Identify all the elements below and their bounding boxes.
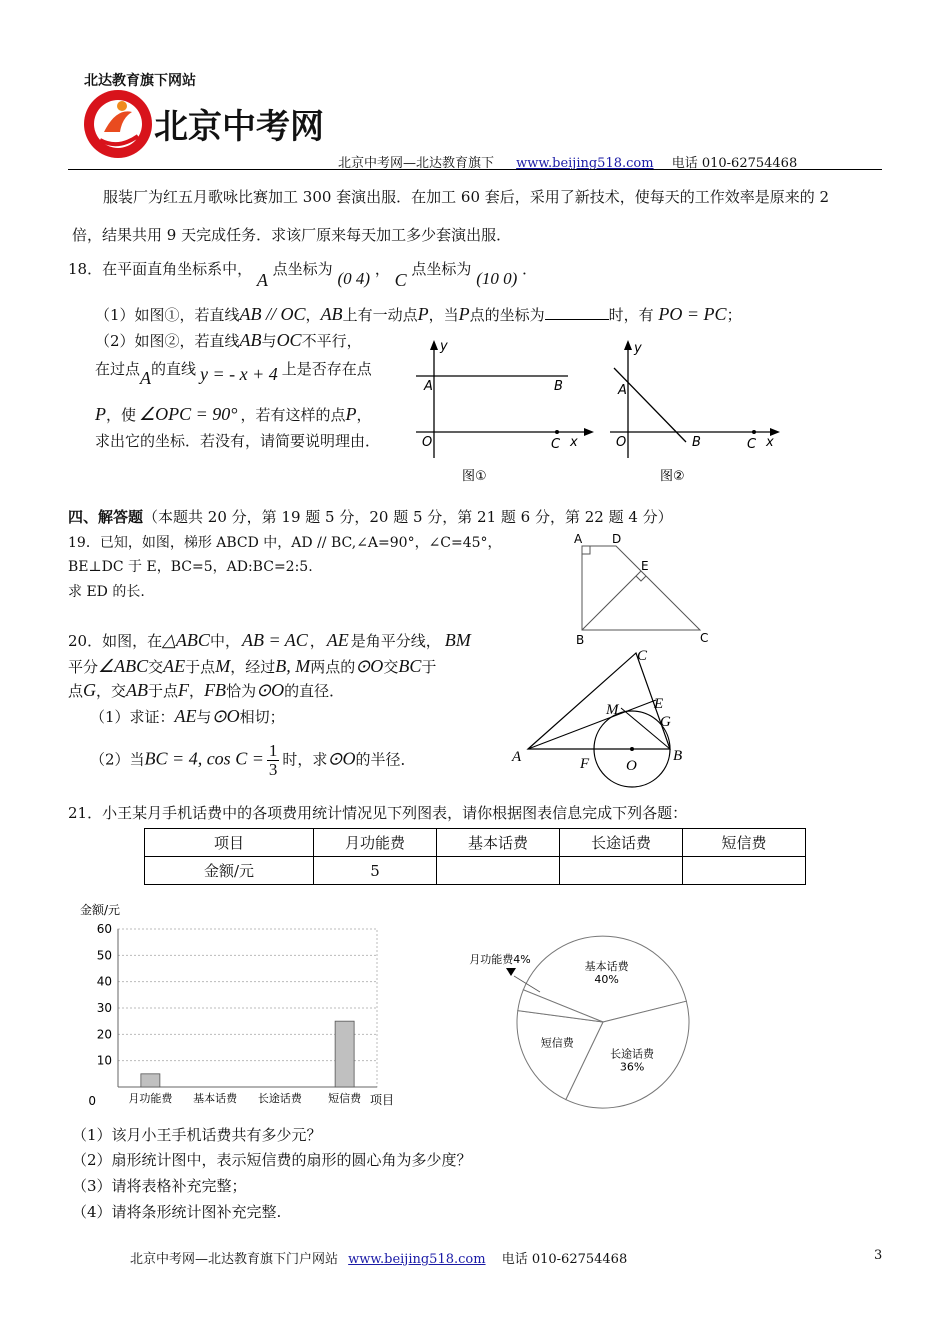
q18-p1-ab-parallel-oc: AB // OC bbox=[239, 304, 306, 324]
q18-p2-angle: ∠OPC = 90° bbox=[139, 404, 238, 424]
q20-l3d: ， bbox=[189, 682, 205, 700]
section4-title: 四、解答题 bbox=[68, 508, 144, 526]
q20-l3e: 恰为 bbox=[226, 682, 257, 700]
q21-td-amount-label: 金额/元 bbox=[145, 857, 314, 885]
q18-p1-comma: ， bbox=[305, 306, 321, 324]
q20-l2-ae: AE bbox=[163, 656, 186, 676]
q18-t2: 点坐标为 bbox=[411, 260, 472, 278]
q19-segment-be bbox=[582, 571, 641, 630]
bar-ytick-label: 20 bbox=[96, 1027, 112, 1042]
q20-l1c: ， bbox=[309, 632, 325, 650]
bar-ytick-label: 50 bbox=[96, 948, 112, 963]
q21-intro: 21．小王某月手机话费中的各项费用统计情况见下列图表，请你根据图表信息完成下列各题： bbox=[68, 804, 688, 822]
q18-p2-l2c: 上是否存在点 bbox=[281, 360, 372, 378]
q20-g: G bbox=[83, 680, 97, 700]
pie-label: 基本话费 bbox=[584, 960, 629, 974]
q21-td-basic-amount[interactable] bbox=[437, 857, 560, 885]
q20-bc: BC bbox=[398, 656, 422, 676]
q20-b-m: B, M bbox=[275, 656, 311, 676]
fig2-y-arrow-icon bbox=[624, 340, 632, 350]
pie-label-feature: 月功能费4% bbox=[469, 953, 531, 966]
q20-fraction bbox=[267, 742, 280, 779]
fig1-label-x: x bbox=[570, 435, 578, 450]
site-logo bbox=[82, 88, 324, 160]
pie-label: 长途话费 bbox=[610, 1047, 655, 1061]
q20-s1c: 相切； bbox=[239, 708, 285, 726]
fig2-label-o: O bbox=[616, 435, 627, 450]
q20-l2b: 交 bbox=[148, 658, 164, 676]
q20-fraction-num: 1 bbox=[268, 741, 278, 760]
section4-heading bbox=[68, 506, 673, 527]
bar-category-label: 月功能费 bbox=[128, 1092, 173, 1105]
pie-label: 40% bbox=[594, 973, 619, 987]
q20-f: F bbox=[178, 680, 190, 700]
header-url-link[interactable]: www.beijing518.com bbox=[516, 156, 654, 171]
q20-l1d: 是角平分线， bbox=[350, 632, 441, 650]
q20-label-a: A bbox=[512, 749, 522, 765]
q21-table-amount-row bbox=[145, 857, 806, 885]
fig1-label-c: C bbox=[551, 437, 561, 452]
q18-coord-a: (0 4) bbox=[337, 269, 371, 288]
q20-l1b: 中， bbox=[209, 632, 240, 650]
q20-s1a: （1）求证： bbox=[90, 708, 175, 726]
q18-p2-text2: 与 bbox=[261, 332, 277, 350]
bar-ytick-label: 0 bbox=[88, 1094, 96, 1108]
q21-td-long-amount[interactable] bbox=[560, 857, 683, 885]
q18-p2-l2b: 的直线 bbox=[151, 360, 197, 378]
q20-ab-eq-ac: AB = AC bbox=[241, 630, 308, 650]
q19-label-d: D bbox=[612, 532, 622, 546]
q20-l2f: 交 bbox=[383, 658, 399, 676]
q20-ae: AE bbox=[326, 630, 349, 650]
q18-num: 18．在平面直角坐标系中， bbox=[68, 260, 253, 278]
fig2-label-y: y bbox=[634, 341, 642, 356]
q19-line1: 19．已知，如图，梯形 ABCD 中，AD // BC,∠A=90°，∠C=45°， bbox=[68, 535, 502, 551]
q21-q2: （2）扇形统计图中，表示短信费的扇形的圆心角为多少度？ bbox=[72, 1151, 472, 1169]
q19-line2: BE⊥DC 于 E，BC=5，AD:BC=2:5. bbox=[68, 559, 313, 575]
q21-th-long: 长途话费 bbox=[560, 829, 683, 857]
bar-1 bbox=[141, 1074, 160, 1087]
brand-small-text: 北达教育旗下网站 bbox=[84, 73, 196, 89]
q21-td-feature-amount: 5 bbox=[314, 857, 437, 885]
q18-p2-p2: P bbox=[345, 404, 357, 424]
bar-chart-y-ticks bbox=[88, 922, 112, 1108]
pie-label: 短信费 bbox=[540, 1036, 574, 1050]
q21-bar-chart bbox=[68, 900, 408, 1112]
q19-label-a: A bbox=[574, 532, 583, 546]
footer-url-link[interactable]: www.beijing518.com bbox=[348, 1252, 486, 1267]
fig1-x-arrow-icon bbox=[584, 428, 594, 436]
fig1-y-arrow-icon bbox=[430, 340, 438, 350]
q18-part2-line2 bbox=[95, 358, 372, 388]
q18-part2-line1 bbox=[95, 330, 362, 351]
q21-q3: （3）请将表格补充完整； bbox=[72, 1177, 247, 1195]
footer-text: 北京中考网—北达教育旗下门户网站 bbox=[130, 1252, 339, 1267]
q21-table-header-row bbox=[145, 829, 806, 857]
header-rule bbox=[68, 169, 882, 170]
page-number: 3 bbox=[874, 1248, 883, 1263]
q20-label-b: B bbox=[673, 748, 683, 764]
q21-th-sms: 短信费 bbox=[683, 829, 806, 857]
q20-triangle-abc bbox=[528, 653, 670, 749]
q21-pie-chart bbox=[456, 936, 700, 1108]
q20-line1 bbox=[68, 630, 471, 651]
q18-coord-c: (10 0) bbox=[476, 269, 518, 288]
q20-s2-circle-o: ⊙O bbox=[327, 748, 356, 769]
q18-p1-text5: 时，有 bbox=[608, 306, 654, 324]
fig1-label-a: A bbox=[424, 379, 433, 394]
q20-angle-abc: ∠ABC bbox=[98, 656, 149, 676]
q20-figure bbox=[506, 644, 692, 778]
q21-q4: （4）请将条形统计图补充完整. bbox=[72, 1203, 282, 1221]
logo-text: 北京中考网 bbox=[154, 107, 324, 147]
q18-p2-text3: 不平行， bbox=[301, 332, 362, 350]
bar-ytick-label: 60 bbox=[96, 922, 112, 936]
q20-triangle: △ABC bbox=[162, 630, 210, 650]
q17-line2: 倍，结果共用 9 天完成任务．求该厂原来每天加工多少套演出服． bbox=[72, 226, 512, 244]
bar-ytick-label: 40 bbox=[96, 974, 112, 989]
q18-answer-blank[interactable] bbox=[545, 305, 609, 320]
q20-circle-o: ⊙O bbox=[355, 656, 384, 676]
bar-category-label: 长途话费 bbox=[257, 1092, 302, 1105]
bar-4 bbox=[335, 1021, 354, 1087]
bar-category-label: 基本话费 bbox=[193, 1092, 238, 1105]
q19-right-angle-a bbox=[582, 546, 590, 554]
section4-note: （本题共 20 分，第 19 题 5 分，20 题 5 分，第 21 题 6 分，第 22 题 4 分） bbox=[143, 508, 673, 526]
q19-label-c: C bbox=[700, 631, 709, 645]
q20-center-o bbox=[630, 747, 634, 751]
q18-p1-ab: AB bbox=[320, 304, 343, 324]
q20-label-g: G bbox=[660, 714, 671, 730]
q20-segment-ae bbox=[528, 700, 656, 749]
q20-ab: AB bbox=[126, 680, 149, 700]
bar-chart-categories bbox=[128, 1091, 362, 1105]
footer-phone: 电话 010-62754468 bbox=[501, 1252, 628, 1267]
q20-fraction-den: 3 bbox=[268, 760, 278, 779]
q20-s1-ae: AE bbox=[174, 706, 197, 726]
q18-p1-p: P bbox=[417, 304, 429, 324]
bar-ytick-label: 10 bbox=[96, 1053, 112, 1068]
q19-label-b: B bbox=[576, 633, 585, 647]
q18-comma: ， bbox=[374, 260, 390, 278]
fig2-label-x: x bbox=[766, 435, 774, 450]
q18-p2-ab: AB bbox=[239, 330, 262, 350]
q18-figure-2 bbox=[604, 338, 794, 486]
q21-fee-table bbox=[144, 828, 806, 885]
q21-th-basic: 基本话费 bbox=[437, 829, 560, 857]
q21-th-item: 项目 bbox=[145, 829, 314, 857]
q21-q1: （1）该月小王手机话费共有多少元？ bbox=[72, 1126, 322, 1144]
q19-label-e: E bbox=[641, 559, 649, 573]
q18-p1-text4: 点的坐标为 bbox=[469, 306, 545, 324]
fig2-line-ab bbox=[614, 368, 686, 442]
fig1-label-o: O bbox=[422, 435, 433, 450]
header-phone: 电话 010-62754468 bbox=[671, 156, 798, 171]
q20-s2-equation: BC = 4, cos C = bbox=[144, 748, 264, 769]
fig1-label-b: B bbox=[554, 379, 563, 394]
q18-p2-l3b: ，若有这样的点 bbox=[240, 406, 346, 424]
q20-l2a: 平分 bbox=[68, 658, 99, 676]
bar-chart-xlabel: 项目 bbox=[370, 1093, 395, 1107]
bar-chart-bars bbox=[141, 1021, 354, 1087]
bar-chart-ylabel: 金额/元 bbox=[80, 903, 121, 917]
q20-label-c: C bbox=[637, 648, 648, 664]
q20-m: M bbox=[215, 656, 231, 676]
q19-line3: 求 ED 的长. bbox=[68, 584, 145, 600]
q20-s2c: 的半径． bbox=[355, 750, 416, 769]
q18-p2-p: P bbox=[95, 404, 106, 424]
q20-label-e: E bbox=[654, 696, 664, 712]
q20-s2b: 时，求 bbox=[282, 750, 328, 769]
header-info-text: 北京中考网—北达教育旗下 bbox=[338, 156, 495, 171]
q18-p2-oc: OC bbox=[276, 330, 302, 350]
q20-label-m: M bbox=[606, 702, 619, 718]
q17-line1: 服装厂为红五月歌咏比赛加工 300 套演出服．在加工 60 套后，采用了新技术，使每天的工作效率是原来的 2 bbox=[103, 188, 830, 206]
fig2-label-b: B bbox=[692, 435, 701, 450]
q20-l2e: 两点的 bbox=[310, 658, 356, 676]
q18-p1-text2: 上有一动点 bbox=[342, 306, 418, 324]
fig2-label-c: C bbox=[747, 437, 757, 452]
q20-label-f: F bbox=[580, 756, 590, 772]
q20-l3b: ，交 bbox=[96, 682, 127, 700]
q20-s1b: 与 bbox=[196, 708, 212, 726]
q20-bm: BM bbox=[444, 630, 471, 650]
footer bbox=[130, 1248, 627, 1267]
q21-th-feature: 月功能费 bbox=[314, 829, 437, 857]
q20-l2g: 于 bbox=[421, 658, 437, 676]
fig2-caption: 图② bbox=[660, 469, 685, 484]
q19-right-angle-e bbox=[636, 576, 646, 581]
q18-figure-1 bbox=[410, 338, 600, 486]
q18-p2-equation: y = - x + 4 bbox=[200, 364, 278, 384]
q18-p2-a: A bbox=[140, 368, 152, 388]
pie-pointer-icon bbox=[506, 968, 516, 976]
q18-point-a: A bbox=[256, 270, 268, 290]
q18-p2-l3c: ， bbox=[356, 406, 372, 424]
q18-t1: 点坐标为 bbox=[272, 260, 333, 278]
pie-label: 36% bbox=[619, 1060, 645, 1074]
q20-s1-circle-o: ⊙O bbox=[211, 706, 240, 726]
q20-line3 bbox=[68, 680, 344, 701]
q20-fb: FB bbox=[204, 680, 227, 700]
q20-l2d: ，经过 bbox=[230, 658, 276, 676]
q18-line1 bbox=[68, 258, 538, 290]
q20-l2c: 于点 bbox=[185, 658, 216, 676]
q18-p2-text: （2）如图②，若直线 bbox=[95, 332, 240, 350]
fig1-label-y: y bbox=[440, 339, 448, 354]
q18-p1-text3: ，当 bbox=[428, 306, 459, 324]
q18-p2-l2a: 在过点 bbox=[95, 360, 141, 378]
q19-figure bbox=[570, 530, 720, 648]
q20-l3-circle-o: ⊙O bbox=[256, 680, 285, 700]
q20-l3c: 于点 bbox=[148, 682, 179, 700]
fig1-caption: 图① bbox=[462, 469, 487, 484]
q20-sub1 bbox=[90, 706, 285, 727]
q18-p1-end: ； bbox=[726, 306, 742, 324]
q18-p1-text: （1）如图①，若直线 bbox=[95, 306, 240, 324]
bar-category-label: 短信费 bbox=[328, 1092, 362, 1105]
q18-p1-eq: PO = PC bbox=[658, 304, 727, 324]
q18-part1 bbox=[95, 304, 742, 325]
q18-part2-line3 bbox=[95, 404, 372, 425]
q18-p1-p2: P bbox=[458, 304, 470, 324]
q20-label-o: O bbox=[626, 758, 637, 774]
fig1-point-c bbox=[555, 430, 559, 434]
q20-s2a: （2）当 bbox=[90, 750, 145, 769]
q20-line2 bbox=[68, 656, 436, 677]
q18-point-c: C bbox=[394, 270, 407, 290]
q21-td-sms-amount[interactable] bbox=[683, 857, 806, 885]
q20-l1a: 20．如图，在 bbox=[68, 632, 163, 650]
q20-l3a: 点 bbox=[68, 682, 84, 700]
q20-l3f: 的直径． bbox=[284, 682, 345, 700]
q18-end: ． bbox=[522, 260, 538, 278]
q18-part2-line4: 求出它的坐标．若没有，请简要说明理由． bbox=[95, 432, 381, 450]
q18-p2-l3a: ，使 bbox=[106, 406, 137, 424]
fig2-point-c bbox=[752, 430, 756, 434]
bar-ytick-label: 30 bbox=[96, 1001, 112, 1015]
fig2-label-a: A bbox=[618, 383, 627, 398]
q20-sub2 bbox=[90, 742, 415, 779]
